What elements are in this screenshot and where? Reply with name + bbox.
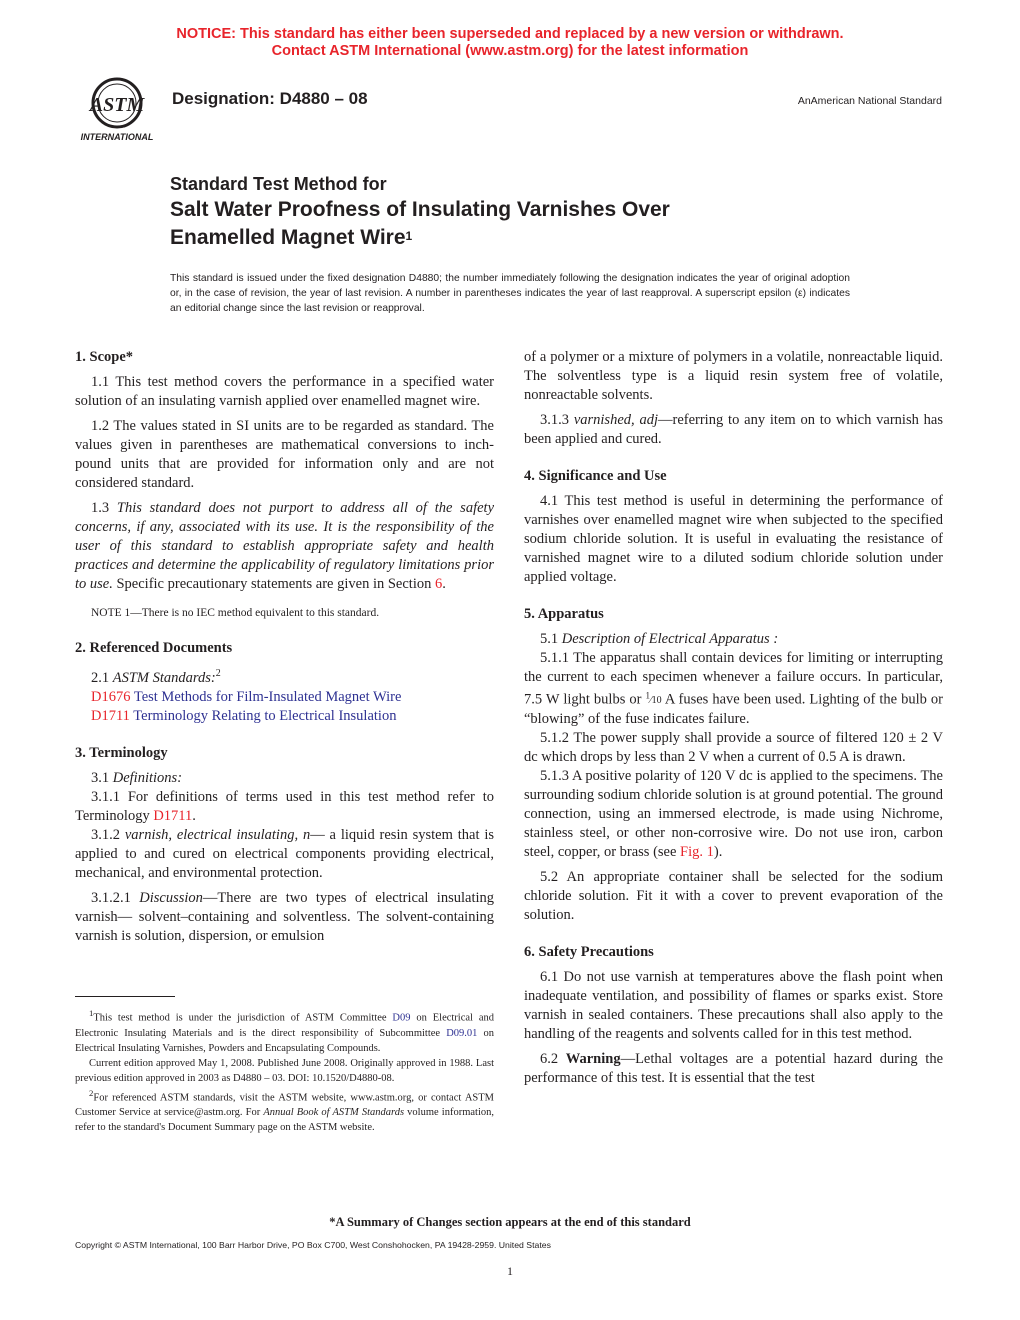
footnote-1-approval: Current edition approved May 1, 2008. Published June 2008. Originally approved in 1988. Last previous edition approved in 2003 as D4880 – 03. DOI: 10.1520/D4880-08.	[75, 1057, 494, 1084]
para-3-1-3: 3.1.3 varnished, adj—referring to any item on to which varnish has been applied and cured.	[524, 412, 944, 447]
para-6-2: 6.2 Warning—Lethal voltages are a potential hazard during the performance of this test. It is essential that the test	[524, 1051, 944, 1087]
para-3-1-1: 3.1.1 For definitions of terms used in this test method refer to Terminology D1711.	[75, 788, 494, 824]
section-5-heading: 5. Apparatus	[524, 606, 604, 622]
page-number: 1	[507, 1264, 513, 1278]
section-6-heading: 6. Safety Precautions	[524, 944, 654, 961]
para-2-1: 2.1 ASTM Standards:$^2$	[91, 668, 221, 686]
para-3-1-2: 3.1.2 varnish, electrical insulating, n— a liquid resin system that is applied to and cured on electrical components providing electrical, mechanical, and environmental protection.	[75, 826, 495, 881]
right-column	[524, 348, 943, 1088]
para-5-2: 5.2 An appropriate container shall be selected for the sodium chloride solution. Fit it with a cover to prevent evaporation of the solution.	[524, 869, 943, 924]
para-5-1-1: 5.1.1 The apparatus shall contain devices for limiting or interrupting the current to each specimen whenever a failure occurs. In particular, 7.5 W light bulbs or $^1$⁄10 A fuses have been used. Lighting of the bulb or “blowing” of the fuse indicates failure.	[524, 650, 943, 728]
title-line-2: Salt Water Proofness of Insulating Varnishes Over	[170, 198, 670, 221]
section-3-heading: 3. Terminology	[75, 744, 168, 761]
footnote-2: $^2$For referenced ASTM standards, visit the ASTM website, www.astm.org, or contact ASTM Customer Service at service@astm.org. For Annual Book of ASTM Standards volume information, refer to the standard's Document Summary page on the ASTM website.	[75, 1087, 494, 1133]
astm-logo	[72, 74, 162, 144]
para-1-3: 1.3 This standard does not purport to address all of the safety concerns, if any, associated with its use. It is the responsibility of the user of this standard to establish appropriate safety and health practices and determine the applicability of regulatory limitations prior to use. Specific precautionary statements are given in Section 6.	[75, 500, 495, 592]
para-6-1: 6.1 Do not use varnish at temperatures above the flash point when inadequate ventilation, and possibility of flames or sparks exist. Store varnish in sealed containers. These precautions shall also apply to the handling of the reagents and solvents called for in this test method.	[524, 969, 943, 1043]
fraction-one-tenth: $^1$⁄10	[645, 691, 662, 707]
notice-line-2: Contact ASTM International (www.astm.org) for the latest information	[271, 43, 749, 59]
reference-d1676[interactable]: D1676 Test Methods for Film-Insulated Magnet Wire	[91, 688, 402, 705]
notice-line-1: NOTICE: This standard has either been superseded and replaced by a new version or withdrawn.	[176, 26, 844, 42]
para-1-2: 1.2 The values stated in SI units are to be regarded as standard. The values given in parentheses are mathematical conversions to inch-pound units that are provided for information only and are not considered standard.	[75, 418, 494, 491]
title-footnote-mark: 1	[405, 229, 413, 243]
footnotes	[75, 1006, 494, 1135]
section-2-heading: 2. Referenced Documents	[75, 640, 233, 656]
para-4-1: 4.1 This test method is useful in determining the performance of varnishes over enamelled magnet wire when subjected to the specified sodium chloride solution. It is useful in evaluating the resistance of varnished magnet wire to a diluted sodium chloride solution under applied voltage.	[524, 493, 943, 585]
title-line-3: Enamelled Magnet Wire	[170, 226, 406, 249]
footnote-1: $^1$This test method is under the jurisdiction of ASTM Committee D09 on Electrical and Electronic Insulating Materials and is the direct responsibility of Subcommittee D09.01 on Electrical Insulating Varnishes, Powders and Encapsulating Compounds.	[75, 1008, 494, 1054]
designation: Designation: D4880 – 08	[172, 89, 368, 108]
para-1-1: 1.1 This test method covers the performance in a specified water solution of an insulating varnish applied over enamelled magnet wire.	[75, 374, 494, 409]
american-national-standard: AnAmerican National Standard	[797, 95, 942, 107]
d09-01-link[interactable]: D09.01	[446, 1027, 478, 1039]
para-5-1: 5.1 Description of Electrical Apparatus :	[540, 631, 779, 647]
document-title	[170, 172, 670, 252]
title-line-1: Standard Test Method for	[170, 174, 387, 194]
para-5-1-2: 5.1.2 The power supply shall provide a source of filtered 120 ± 2 V dc which drops by less than 2 V when a current of 0.5 A is drawn.	[524, 730, 943, 766]
para-3-1-2-1-cont: of a polymer or a mixture of polymers in a volatile, nonreactable liquid. The solventless type is a liquid resin system free of volatile, nonreactable solvents.	[524, 349, 943, 403]
reference-d1711[interactable]: D1711 Terminology Relating to Electrical Insulation	[91, 707, 397, 724]
para-5-1-3: 5.1.3 A positive polarity of 120 V dc is applied to the specimens. The surrounding sodium chloride solution is at ground potential. The ground connection, using an immersed electrode, is made using Nichrome, stainless steel, or other non-corrosive wire. Do not use iron, carbon steel, copper, or brass (see Fig. 1).	[524, 768, 943, 861]
section-6-link[interactable]: 6	[434, 576, 443, 592]
copyright: Copyright © ASTM International, 100 Barr Harbor Drive, PO Box C700, West Conshohocken, PA 19428-2959. United States	[75, 1240, 551, 1250]
para-3-1-2-1: 3.1.2.1 Discussion—There are two types of electrical insulating varnish— solvent–containing and solventless. The solvent-containing varnish is solution, dispersion, or emulsion	[75, 889, 494, 944]
left-column	[75, 348, 494, 946]
footnote-rule	[75, 996, 175, 997]
note-1: NOTE 1—There is no IEC method equivalent to this standard.	[91, 607, 380, 619]
fig-1-link[interactable]: Fig. 1	[680, 844, 714, 861]
section-4-heading: 4. Significance and Use	[524, 468, 667, 484]
para-3-1: 3.1 Definitions:	[91, 769, 183, 786]
d09-link[interactable]: D09	[392, 1012, 411, 1024]
summary-of-changes-note: *A Summary of Changes section appears at the end of this standard	[329, 1215, 691, 1229]
d1711-link[interactable]: D1711	[153, 807, 193, 824]
section-1-heading: 1. Scope*	[75, 349, 133, 365]
logo-letters: ASTM	[89, 94, 145, 116]
logo-international: INTERNATIONAL	[80, 132, 154, 142]
issued-statement: This standard is issued under the fixed designation D4880; the number immediately following the designation indicates the year of original adoption or, in the case of revision, the year of last revision. A number in parentheses indicates the year of last reapproval. A superscript epsilon (ε) indicates an editorial change since the last revision or reapproval.	[170, 273, 850, 314]
